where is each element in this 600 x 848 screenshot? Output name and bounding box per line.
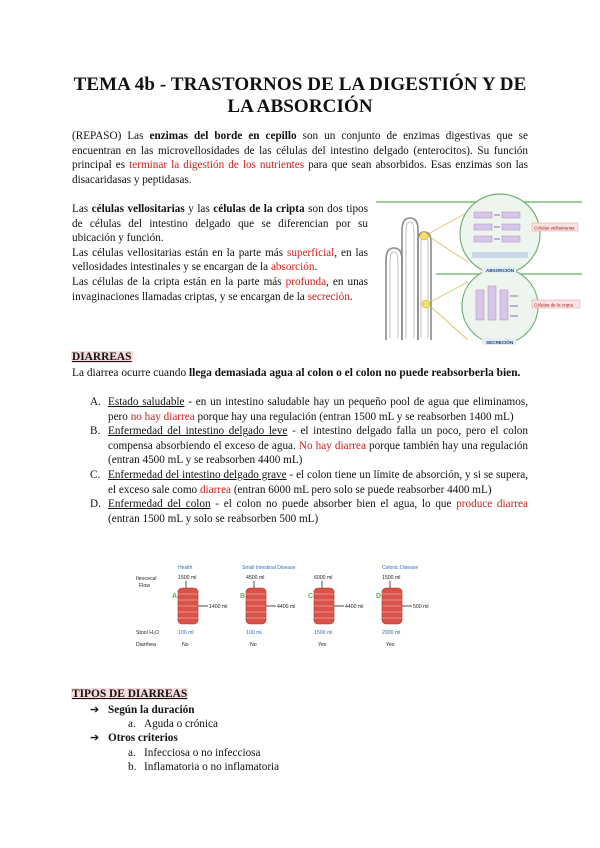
cells-red-superficial: superficial [287,246,335,259]
intro-text-2: son un conjunto de enzimas digestivas que se encuentran en las microvellosidades de las células del intestino delgado (enterocitos). Su función principal es [72,130,528,172]
sub-text: Aguda o crónica [144,718,218,730]
diarrea-item-c [90,468,529,497]
diarrea-item-a [90,395,528,424]
panel-letter: D [376,593,382,600]
diarreas-heading: DIARREAS [72,351,132,363]
water-flow-diagram [136,564,446,654]
sub-text: Inflamatoria o no inflamatoria [144,761,280,773]
panel-header: Health [178,565,193,571]
cells-text-b1: Las células vellositarias están en la parte más [72,246,288,259]
cells-bold-villus: células vellositarias [91,203,185,215]
panel-stool: 100 ml [246,630,262,636]
cells-bold-crypt: células de la cripta [213,203,305,215]
tipos-heading: TIPOS DE DIARREAS [72,688,188,700]
cells-text-a2: y las [184,203,214,215]
panel-inflow: 1500 ml [178,575,197,581]
list-marker: D. [90,498,101,511]
item-text: - el colon tiene un límite de absorción, y si se supera, el exceso sale como [108,468,529,496]
item-text: (entran 1500 mL y solo se reabsorben 500 mL) [108,512,319,525]
cells-text-c3: . [349,290,353,303]
item-title: Enfermedad del intestino delgado leve [108,425,288,438]
item-red: diarrea [199,483,232,496]
row-label-diarrhea: Diarrhea [136,642,156,648]
row-label-flow: Flow [139,583,150,589]
absorption-circle [460,194,540,274]
sub-marker: b. [128,761,137,773]
cells-crypt-description [72,275,368,304]
item-red: produce diarrea [456,498,528,511]
sub-marker: a. [128,747,136,759]
panel-inflow: 4500 ml [246,575,265,581]
row-label-ileocecal: Ileocecal [136,576,157,582]
cells-red-secretion: secreción [307,290,350,303]
intro-bold-enzymes: enzimas del borde en cepillo [149,130,297,142]
tipos-sub-item [128,746,260,760]
crypt-label: Células de la cripta [534,302,574,308]
list-marker: A. [90,396,101,408]
panel-absorbed: 500 ml [413,604,429,610]
sub-text: Infecciosa o no infecciosa [144,747,261,759]
absorption-label: ABSORCIÓN [486,268,515,273]
cells-text-a3: son dos tipos de células del intestino delgado que se diferencian por su ubicación y función. [72,203,368,245]
cells-red-deep: profunda [285,275,327,288]
item-title: Enfermedad del intestino delgado grave [108,468,287,481]
cells-text-c1: Las células de la cripta están en la parte más [72,275,286,288]
item-title: Enfermedad del colon [108,498,211,511]
diarrea-item-d [90,497,528,526]
panel-stool: 100 ml [178,630,194,636]
page-title [60,74,540,118]
tipos-group-duracion [90,703,194,717]
diarreas-intro-bold: llega demasiada agua al colon o el colon no puede reabsorberla bien. [189,367,521,379]
diarreas-intro-text: La diarrea ocurre cuando [72,367,189,379]
item-text: porque hay una regulación (entran 1500 mL y se reabsorben 1400 mL) [194,410,514,423]
villus-label: Células vellositarias [534,225,575,231]
tipos-sub-item [128,717,218,731]
sub-marker: a. [128,718,136,730]
item-text: - el intestino delgado falla un poco, pero el colon compensa absorbiendo el exceso de agua. [108,425,528,452]
arrow-bullet-icon: ➔ [90,732,100,744]
item-title: Estado saludable [108,396,185,408]
cells-definition [72,202,368,246]
panel-header: Colonic Disease [382,565,419,571]
diarrea-item-b [90,424,528,468]
panel-letter: B [240,593,246,600]
panel-letter: C [308,593,314,600]
group-label: Otros criterios [108,732,178,744]
panel-diarrhea: No [250,642,257,648]
panel-stool: 2000 ml [382,630,401,636]
arrow-bullet-icon: ➔ [90,704,100,716]
panel-inflow: 6000 ml [314,575,333,581]
tipos-group-otros [90,731,178,745]
list-marker: B. [90,425,101,438]
diarreas-intro [72,366,528,381]
item-text: porque también hay una regulación (entran 4500 mL y se reabsorben 4400 mL) [108,439,528,467]
row-label-stool: Stool H₂O [136,630,160,636]
panel-absorbed: 4400 ml [277,604,296,610]
intro-text-1: (REPASO) Las [72,130,150,142]
cells-villus-description [72,246,368,275]
intro-text-3: para que sean absorbidos. Esas enzimas son las disacaridasas y peptidasas. [72,159,528,186]
panel-inflow: 1500 ml [382,575,401,581]
cells-red-absorption: absorción [270,261,315,274]
crypt-marker [422,300,430,308]
intro-red-function: terminar la digestión de los nutrientes [129,159,305,172]
panel-stool: 1500 ml [314,630,333,636]
cells-paragraph [72,202,368,304]
list-marker: C. [90,468,101,481]
item-text: - en un intestino saludable hay un pequeño pool de agua que eliminamos, pero [108,396,528,423]
intro-paragraph [72,129,528,187]
group-label: Según la duración [108,704,195,716]
panel-diarrhea: Yes [386,642,395,648]
villus-crypt-diagram [376,190,582,350]
cells-text-b3: . [314,261,318,274]
panel-diarrhea: No [182,642,189,648]
cells-text-b2: , en las vellosidades intestinales y se encargan de la [72,246,368,274]
cells-text-c2: , en unas invaginaciones llamadas criptas, y se encargan de la [72,275,368,303]
cells-text-a1: Las [72,203,92,215]
title-line-1: TEMA 4b - TRASTORNOS DE LA DIGESTIÓN Y DE [73,74,527,95]
tipos-sub-item [128,760,279,774]
secretion-label: SECRECIÓN [486,340,514,345]
item-text: - el colon no puede absorber bien el agua, lo que [210,498,457,511]
villus-marker [420,232,428,240]
item-red: no hay diarrea [130,410,195,423]
item-text: (entran 6000 mL pero solo se puede reabsorber 4400 mL) [231,483,492,496]
diarreas-list [90,395,529,526]
panel-letter: A [172,593,178,600]
item-red: No hay diarrea [298,439,366,452]
title-line-2: LA ABSORCIÓN [227,96,373,117]
panel-absorbed: 1400 ml [209,604,228,610]
panel-header: Small Intestinal Disease [242,565,296,571]
panel-absorbed: 4400 ml [345,604,364,610]
panel-diarrhea: Yes [318,642,327,648]
